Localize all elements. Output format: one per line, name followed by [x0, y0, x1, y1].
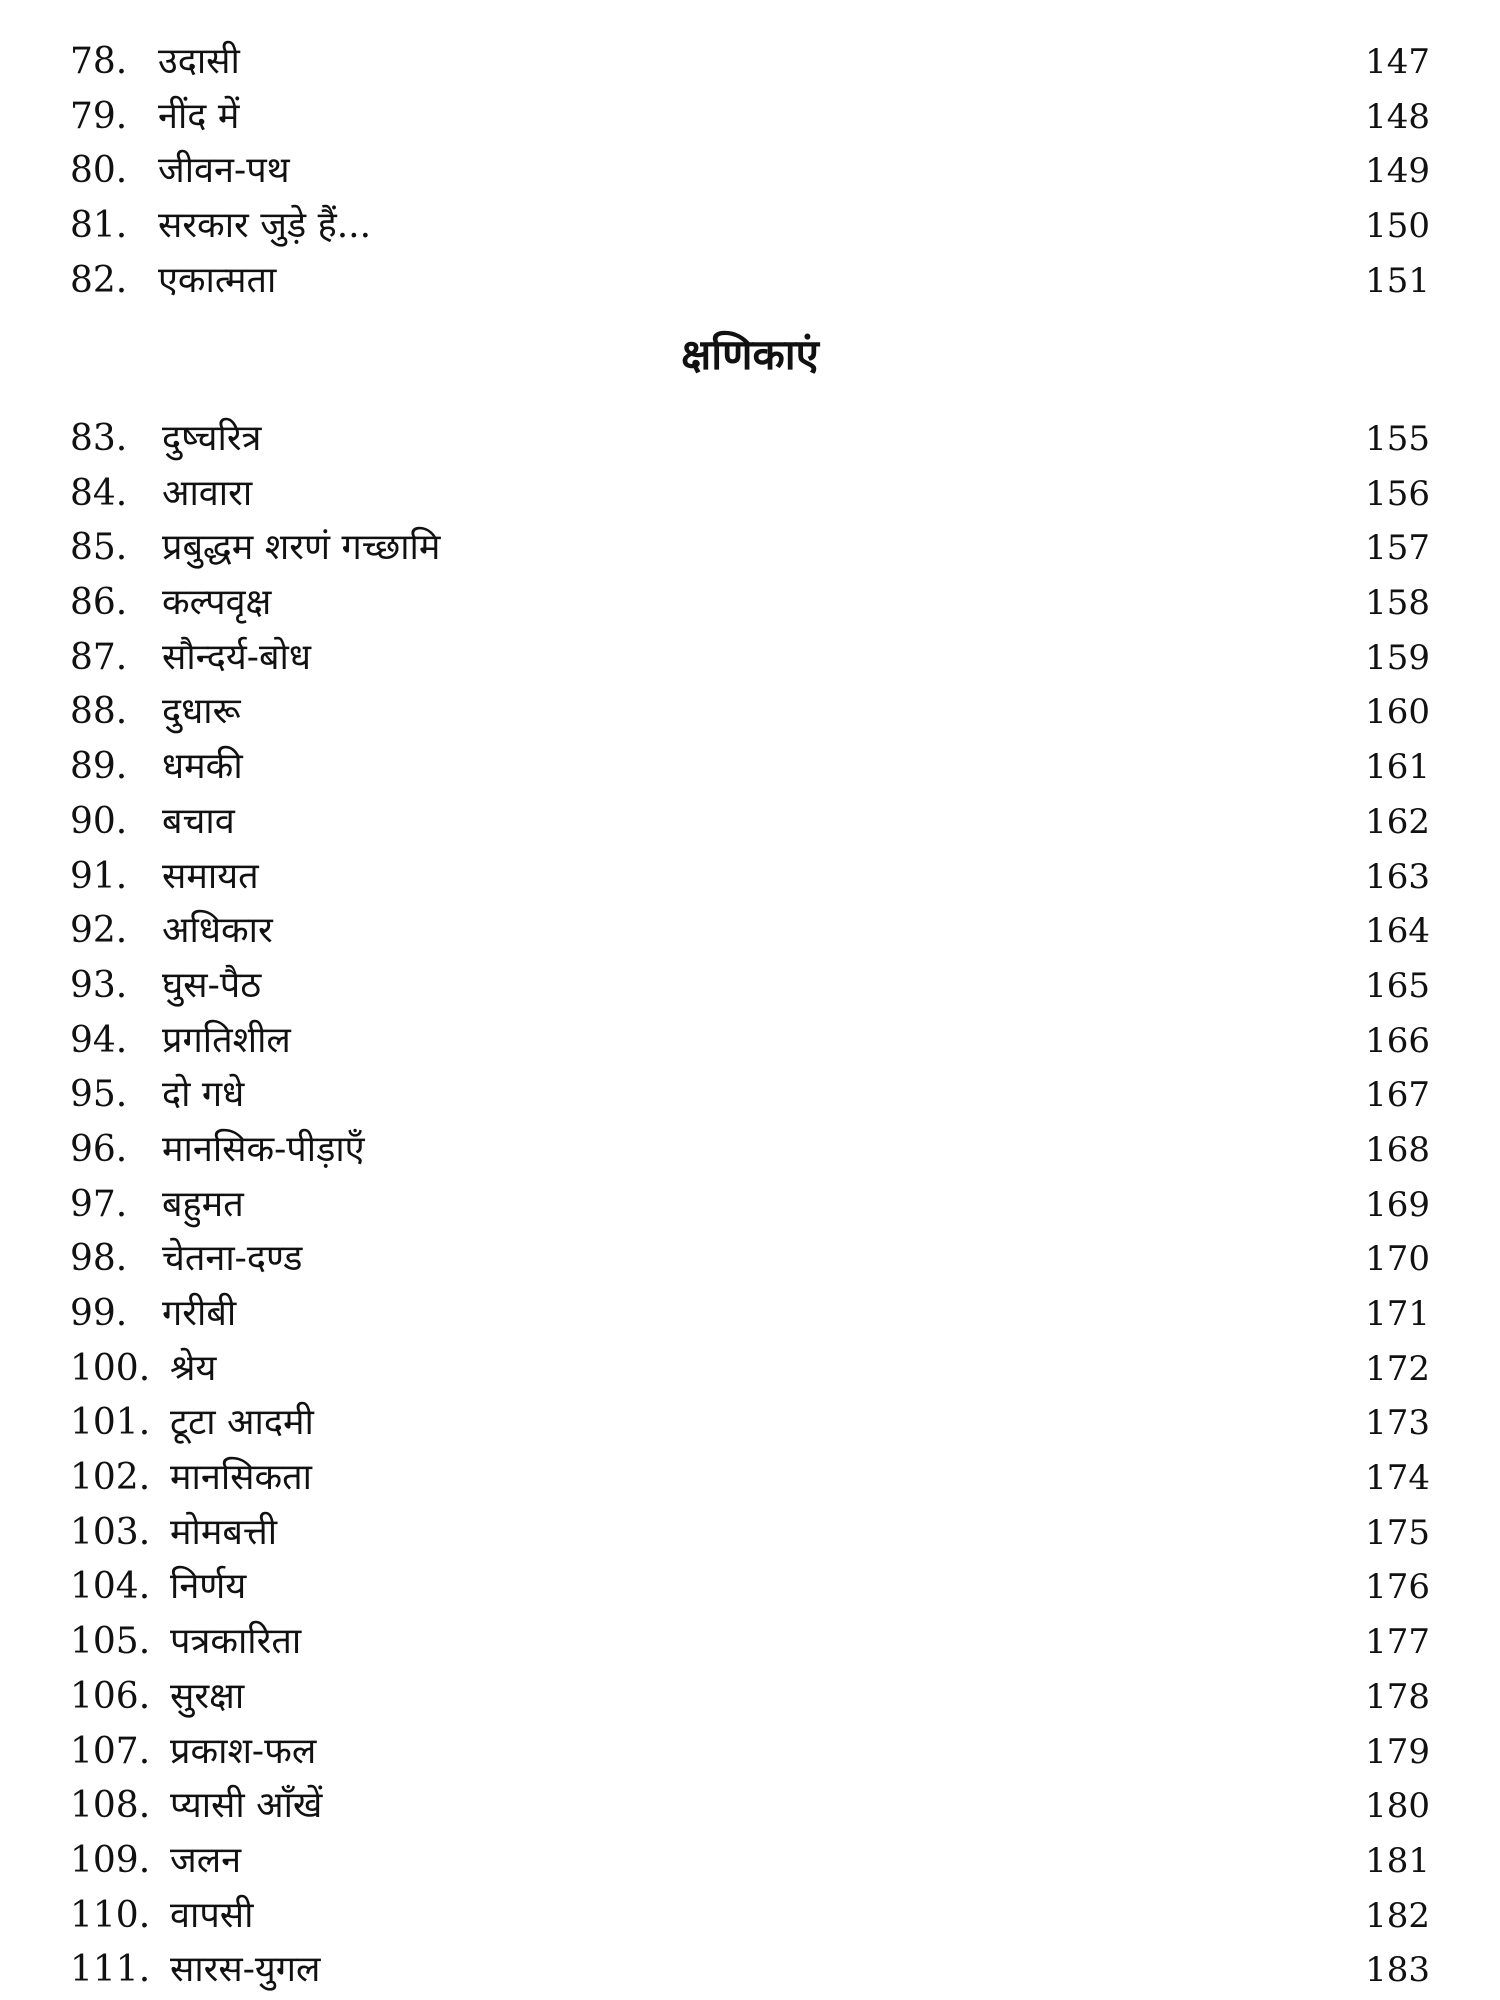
- entry-title: वापसी: [170, 1894, 254, 1936]
- entry-number: 94.: [70, 1019, 128, 1061]
- entry-page-number: 165: [1365, 965, 1430, 1006]
- entry-number: 98.: [70, 1238, 128, 1280]
- entry-number: 87.: [70, 636, 128, 678]
- entry-page-number: 147: [1365, 42, 1430, 82]
- entry-page-number: 174: [1365, 1458, 1430, 1499]
- entry-title: श्रेय: [170, 1347, 217, 1389]
- toc-entry: [70, 1396, 1430, 1451]
- toc-entry: [70, 1451, 1430, 1506]
- toc-entry: [70, 1287, 1430, 1342]
- toc-entry: [70, 1506, 1430, 1561]
- entry-title: प्रगतिशील: [162, 1019, 291, 1061]
- entry-page-number: 151: [1365, 260, 1430, 301]
- entry-number: 105.: [70, 1621, 151, 1663]
- entry-title: मानसिक-पीड़ाएँ: [162, 1128, 365, 1170]
- entry-page-number: 178: [1365, 1676, 1430, 1717]
- entry-number: 100.: [70, 1347, 151, 1389]
- entry-title: दुधारू: [162, 691, 241, 733]
- entry-number: 107.: [70, 1730, 151, 1772]
- entry-number: 103.: [70, 1511, 151, 1553]
- entry-page-number: 149: [1365, 151, 1430, 192]
- toc-entry: [70, 35, 1430, 90]
- entry-title: आवारा: [162, 472, 253, 514]
- entry-title: मानसिकता: [170, 1457, 312, 1499]
- entry-number: 84.: [70, 472, 128, 514]
- entry-page-number: 182: [1365, 1895, 1430, 1936]
- entry-number: 92.: [70, 910, 128, 952]
- toc-entry: [70, 1014, 1430, 1069]
- entry-title: सरकार जुड़े हैं...: [158, 205, 372, 247]
- entry-number: 89.: [70, 746, 128, 788]
- entry-page-number: 158: [1365, 583, 1430, 624]
- entry-title: गरीबी: [162, 1293, 237, 1334]
- entry-number: 106.: [70, 1675, 151, 1717]
- toc-entry: [70, 631, 1430, 686]
- toc-entry: [70, 467, 1430, 522]
- entry-title: जलन: [170, 1839, 242, 1881]
- entry-page-number: 160: [1365, 692, 1430, 733]
- entry-page-number: 162: [1365, 801, 1430, 842]
- toc-entry: [70, 1232, 1430, 1287]
- entry-number: 78.: [70, 41, 128, 82]
- toc-entry: [70, 1068, 1430, 1123]
- toc-entry: [70, 521, 1430, 576]
- entry-title: अधिकार: [162, 910, 273, 952]
- toc-entry: [70, 576, 1430, 631]
- entry-page-number: 156: [1365, 473, 1430, 514]
- entry-title: सुरक्षा: [170, 1675, 245, 1717]
- entry-title: उदासी: [158, 41, 240, 82]
- entry-page-number: 183: [1365, 1950, 1430, 1991]
- entry-number: 99.: [70, 1293, 128, 1334]
- toc-entry: [70, 1178, 1430, 1233]
- entry-number: 110.: [70, 1894, 151, 1936]
- entry-number: 97.: [70, 1183, 128, 1225]
- entry-title: जीवन-पथ: [158, 150, 290, 192]
- entry-page-number: 177: [1365, 1622, 1430, 1663]
- entry-title: निर्णय: [170, 1566, 247, 1608]
- entry-title: घुस-पैठ: [162, 964, 262, 1006]
- entry-title: समायत: [162, 855, 259, 897]
- entry-number: 104.: [70, 1566, 151, 1608]
- toc-entry: [70, 1123, 1430, 1178]
- toc-entry: [70, 412, 1430, 467]
- entry-page-number: 170: [1365, 1239, 1430, 1280]
- toc-entry: [70, 740, 1430, 795]
- toc-entry: [70, 685, 1430, 740]
- entry-number: 95.: [70, 1074, 128, 1116]
- toc-entry: [70, 1670, 1430, 1725]
- entry-title: एकात्मता: [158, 259, 277, 301]
- toc-entry: [70, 1342, 1430, 1397]
- entry-number: 81.: [70, 205, 128, 247]
- entry-number: 85.: [70, 527, 128, 569]
- toc-entry: [70, 904, 1430, 959]
- entry-number: 108.: [70, 1785, 151, 1827]
- entry-title: कल्पवृक्ष: [162, 582, 272, 624]
- entry-title: दो गधे: [162, 1074, 245, 1116]
- toc-entry: [70, 1779, 1430, 1834]
- toc-entry: [70, 795, 1430, 850]
- entry-page-number: 164: [1365, 911, 1430, 952]
- toc-list-part2: [70, 412, 1430, 1998]
- entry-number: 91.: [70, 855, 128, 897]
- entry-page-number: 157: [1365, 528, 1430, 569]
- entry-number: 109.: [70, 1839, 151, 1881]
- toc-entry: [70, 1615, 1430, 1670]
- toc-entry: [70, 850, 1430, 905]
- entry-page-number: 169: [1365, 1184, 1430, 1225]
- toc-entry: [70, 199, 1430, 254]
- entry-number: 82.: [70, 259, 128, 301]
- entry-number: 80.: [70, 150, 128, 192]
- toc-entry: [70, 1889, 1430, 1944]
- toc-entry: [70, 1725, 1430, 1780]
- entry-number: 79.: [70, 95, 128, 137]
- entry-title: प्रबुद्धम शरणं गच्छामि: [162, 527, 441, 569]
- toc-entry: [70, 959, 1430, 1014]
- toc-entry: [70, 90, 1430, 145]
- entry-title: बहुमत: [162, 1183, 244, 1225]
- entry-page-number: 155: [1365, 419, 1430, 459]
- entry-title: सौन्दर्य-बोध: [162, 636, 311, 678]
- entry-number: 111.: [70, 1949, 151, 1991]
- entry-number: 86.: [70, 582, 128, 624]
- entry-page-number: 150: [1365, 206, 1430, 247]
- toc-entry: [70, 1560, 1430, 1615]
- entry-title: धमकी: [162, 746, 243, 788]
- entry-page-number: 175: [1365, 1512, 1430, 1553]
- entry-title: दुष्चरित्र: [162, 418, 262, 459]
- entry-page-number: 180: [1365, 1786, 1430, 1827]
- entry-title: प्रकाश-फल: [170, 1730, 317, 1772]
- entry-number: 88.: [70, 691, 128, 733]
- entry-page-number: 171: [1365, 1294, 1430, 1334]
- entry-title: नींद में: [158, 95, 240, 137]
- entry-number: 83.: [70, 418, 128, 459]
- entry-page-number: 166: [1365, 1020, 1430, 1061]
- entry-page-number: 172: [1365, 1348, 1430, 1389]
- entry-title: टूटा आदमी: [170, 1402, 314, 1444]
- entry-page-number: 161: [1365, 747, 1430, 788]
- entry-page-number: 176: [1365, 1567, 1430, 1608]
- entry-page-number: 163: [1365, 856, 1430, 897]
- entry-page-number: 168: [1365, 1129, 1430, 1170]
- entry-page-number: 159: [1365, 637, 1430, 678]
- entry-page-number: 179: [1365, 1731, 1430, 1772]
- entry-page-number: 148: [1365, 96, 1430, 137]
- entry-title: पत्रकारिता: [170, 1621, 302, 1663]
- toc-list-part1: [70, 35, 1430, 308]
- toc-entry: [70, 1943, 1430, 1998]
- entry-number: 101.: [70, 1402, 151, 1444]
- entry-title: बचाव: [162, 800, 235, 842]
- entry-title: मोमबत्ती: [170, 1511, 278, 1553]
- entry-number: 96.: [70, 1128, 128, 1170]
- toc-entry: [70, 254, 1430, 309]
- entry-title: प्यासी आँखें: [170, 1785, 323, 1827]
- entry-title: सारस-युगल: [170, 1949, 321, 1991]
- entry-title: चेतना-दण्ड: [162, 1238, 303, 1280]
- section-heading: क्षणिकाएं: [681, 330, 819, 379]
- entry-page-number: 173: [1365, 1403, 1430, 1444]
- toc-entry: [70, 144, 1430, 199]
- entry-page-number: 167: [1365, 1075, 1430, 1116]
- entry-number: 90.: [70, 800, 128, 842]
- entry-number: 93.: [70, 964, 128, 1006]
- entry-number: 102.: [70, 1457, 151, 1499]
- entry-page-number: 181: [1365, 1840, 1430, 1881]
- toc-entry: [70, 1834, 1430, 1889]
